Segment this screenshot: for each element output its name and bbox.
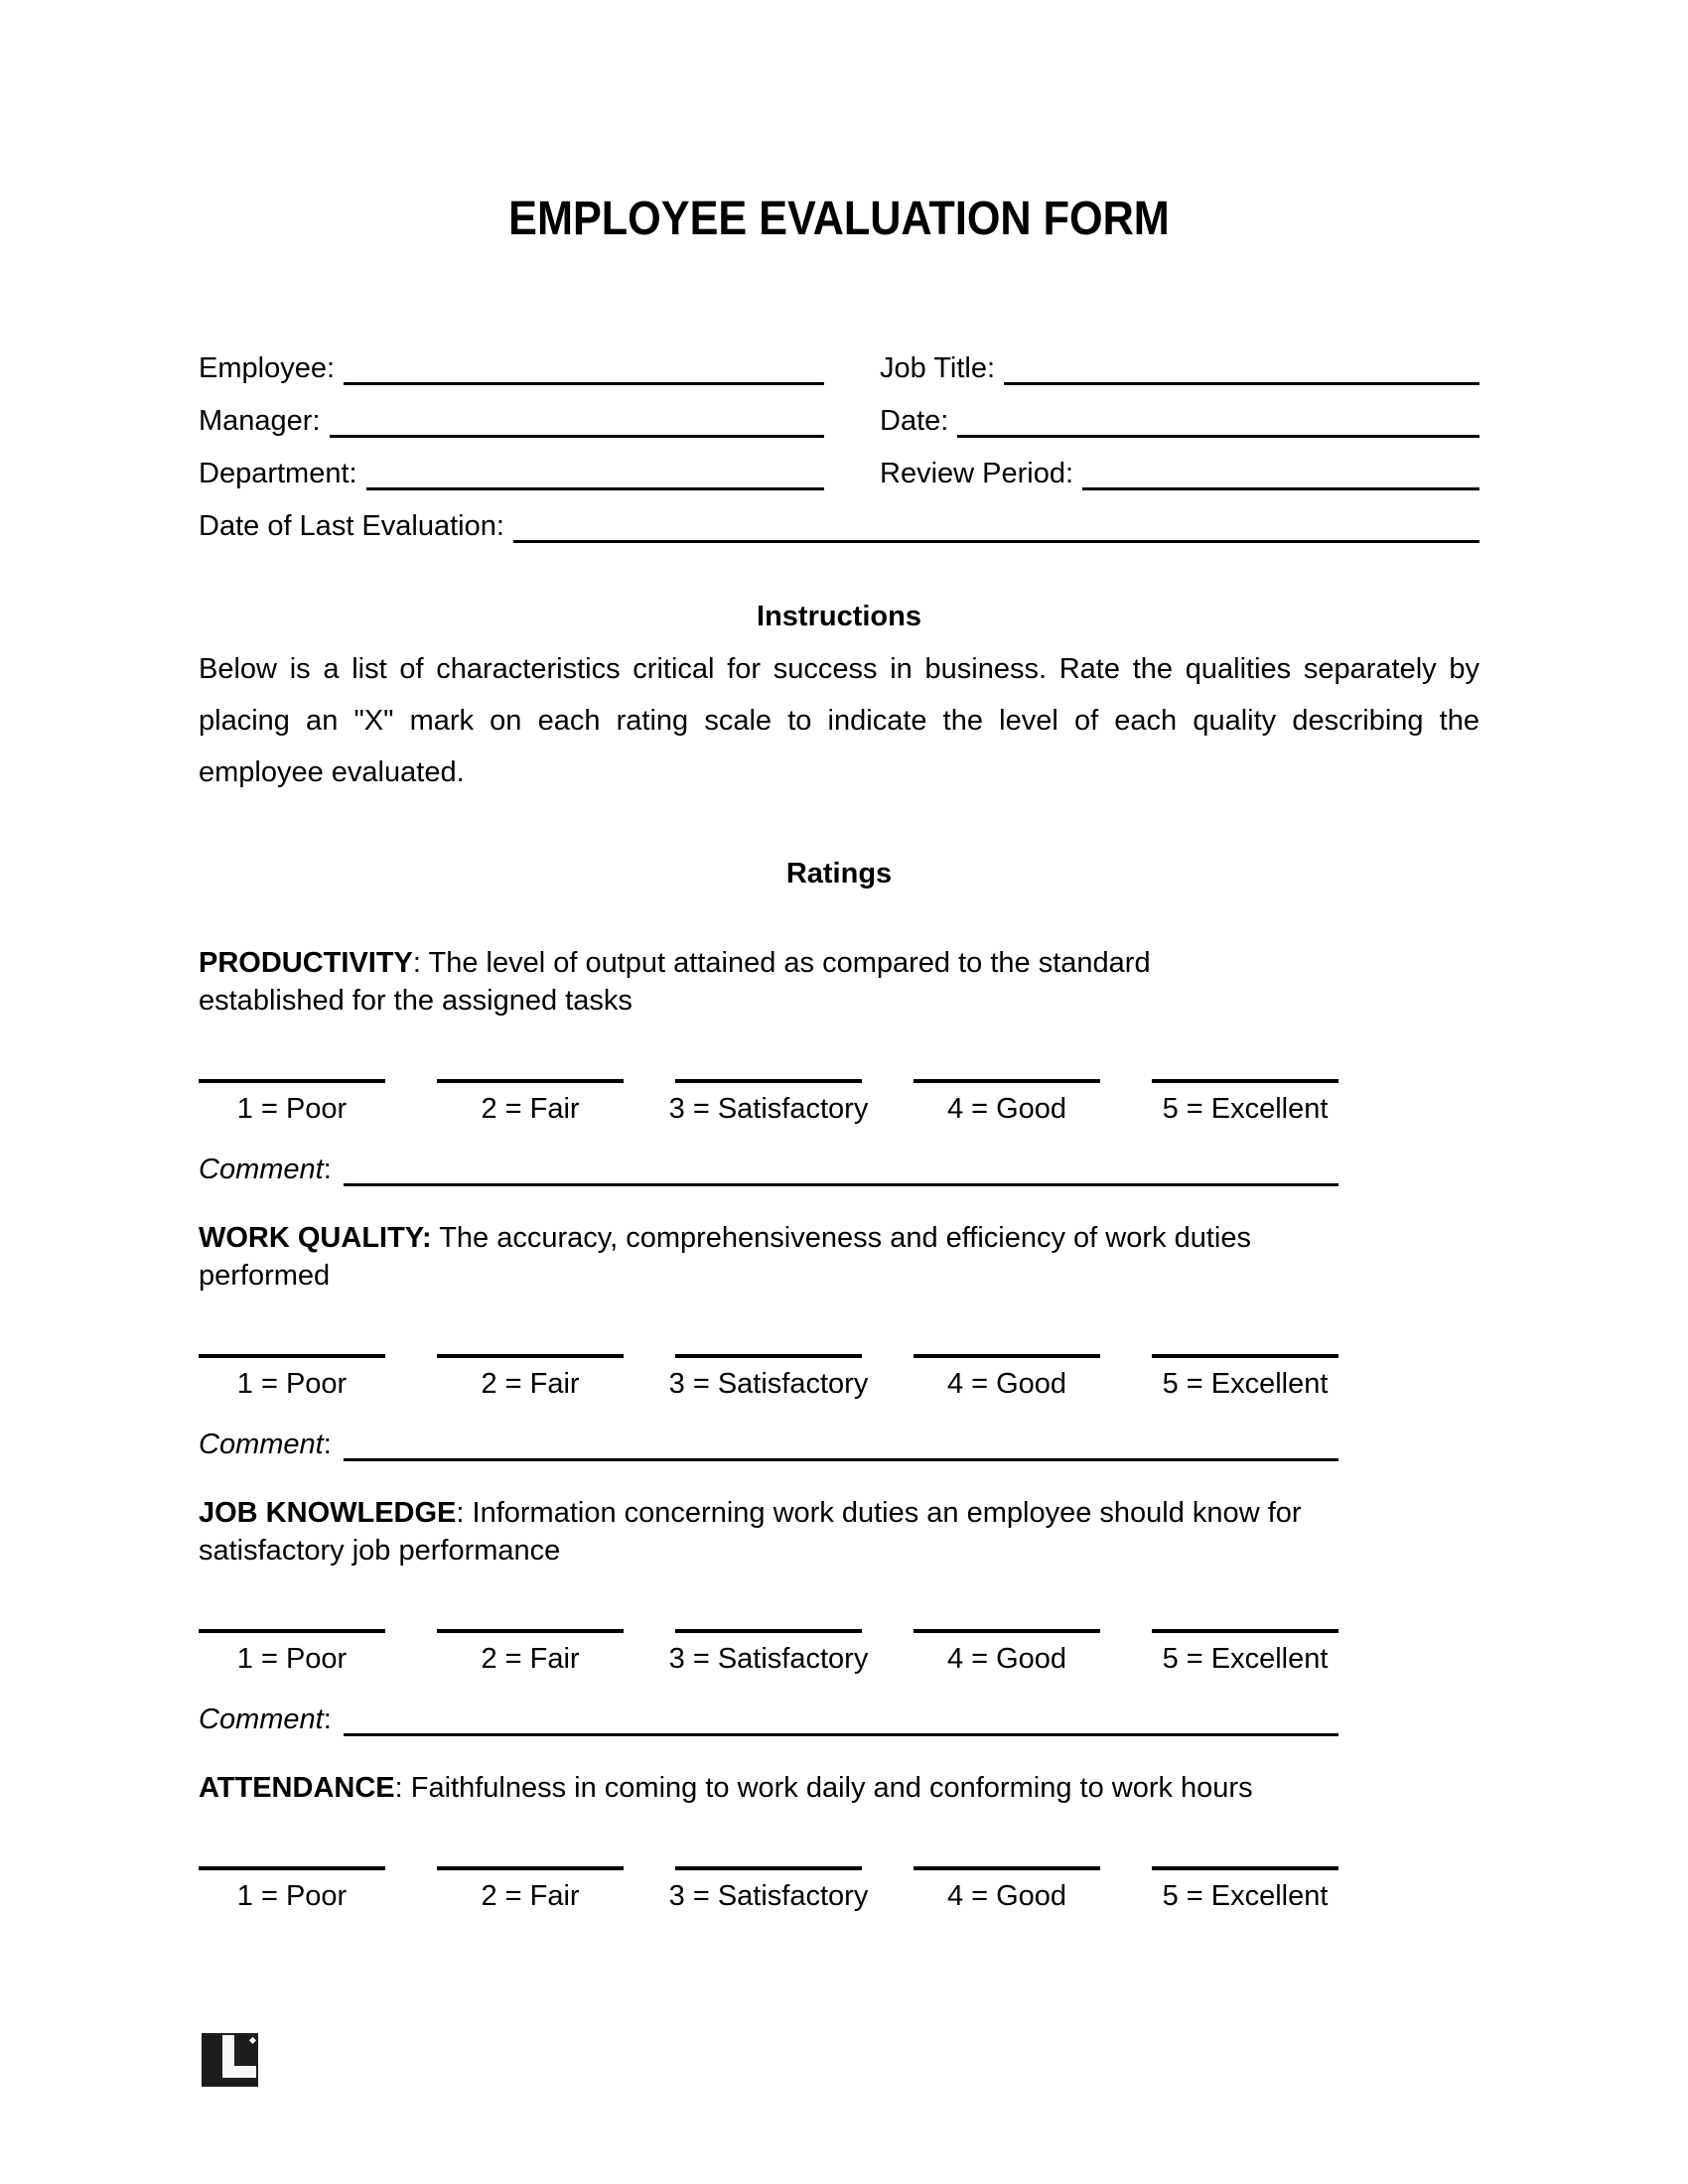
comment-label: Comment: [199, 1704, 324, 1735]
rating-option-label: 3 = Satisfactory: [668, 1368, 869, 1400]
date-input-line[interactable]: [957, 402, 1479, 438]
comment-input-line[interactable]: [344, 1426, 1338, 1461]
rating-scale: [199, 1629, 1338, 1679]
section-heading: [199, 944, 1479, 1020]
field-job-title: [880, 349, 1479, 388]
rating-option-5-excellent[interactable]: [1152, 1354, 1338, 1404]
section-description-line2: established for the assigned tasks: [199, 985, 633, 1017]
rating-option-3-satisfactory[interactable]: [668, 1354, 869, 1404]
rating-option-label: 2 = Fair: [481, 1643, 580, 1675]
job-title-label: Job Title:: [880, 352, 996, 384]
legal-templates-logo: [202, 2033, 258, 2087]
rating-option-label: 2 = Fair: [481, 1880, 580, 1912]
department-label: Department:: [199, 458, 357, 489]
rating-option-1-poor[interactable]: [199, 1079, 385, 1129]
rating-option-label: 4 = Good: [946, 1368, 1067, 1400]
comment-row: [199, 1426, 1338, 1464]
section-description-line2: performed: [199, 1260, 331, 1292]
comment-input-line[interactable]: [344, 1151, 1338, 1186]
rating-option-1-poor[interactable]: [199, 1629, 385, 1679]
rating-section-work-quality: [199, 1219, 1479, 1464]
rating-option-2-fair[interactable]: [437, 1354, 624, 1404]
last-evaluation-input-line[interactable]: [513, 507, 1479, 543]
rating-option-3-satisfactory[interactable]: [668, 1629, 869, 1679]
rating-option-label: 2 = Fair: [481, 1093, 580, 1125]
field-manager: [199, 402, 824, 441]
manager-label: Manager:: [199, 405, 321, 437]
date-label: Date:: [880, 405, 949, 437]
instructions-line: Below is a list of characteristics critical for success in business. Rate the qualities separately by: [199, 653, 1479, 685]
instructions-line: placing an "X" mark on each rating scale to indicate the level of each quality describing the: [199, 705, 1479, 737]
rating-option-3-satisfactory[interactable]: [668, 1866, 869, 1916]
rating-option-label: 2 = Fair: [481, 1368, 580, 1400]
manager-input-line[interactable]: [330, 402, 824, 438]
section-description-line2: satisfactory job performance: [199, 1535, 561, 1567]
rating-scale: [199, 1354, 1338, 1404]
last-evaluation-label: Date of Last Evaluation:: [199, 510, 504, 542]
rating-option-label: 1 = Poor: [236, 1093, 348, 1125]
rating-option-label: 1 = Poor: [236, 1880, 348, 1912]
rating-option-5-excellent[interactable]: [1152, 1079, 1338, 1129]
rating-option-4-good[interactable]: [914, 1629, 1100, 1679]
form-row: [199, 455, 1479, 493]
rating-scale: [199, 1079, 1338, 1129]
rating-option-1-poor[interactable]: [199, 1354, 385, 1404]
section-heading: [199, 1219, 1479, 1295]
field-employee: [199, 349, 824, 388]
job-title-input-line[interactable]: [1004, 349, 1479, 385]
rating-option-label: 4 = Good: [946, 1093, 1067, 1125]
review-period-input-line[interactable]: [1082, 455, 1479, 490]
section-heading: [199, 1769, 1479, 1807]
section-heading: [199, 1494, 1479, 1570]
rating-option-4-good[interactable]: [914, 1354, 1100, 1404]
comment-colon: :: [323, 1704, 332, 1735]
employee-input-line[interactable]: [344, 349, 824, 385]
rating-option-1-poor[interactable]: [199, 1866, 385, 1916]
form-row: [199, 402, 1479, 441]
rating-option-2-fair[interactable]: [437, 1866, 624, 1916]
rating-option-label: 1 = Poor: [236, 1643, 348, 1675]
comment-row: [199, 1701, 1338, 1739]
ratings-heading: Ratings: [785, 858, 893, 889]
logo-notch: [249, 2037, 256, 2044]
comment-colon: :: [323, 1429, 332, 1460]
rating-option-label: 3 = Satisfactory: [668, 1880, 869, 1912]
comment-row: [199, 1151, 1338, 1189]
instructions-heading: Instructions: [757, 601, 921, 632]
logo-l-mark-vertical: [222, 2035, 235, 2070]
section-name: WORK QUALITY:: [199, 1222, 432, 1254]
field-date: [880, 402, 1479, 441]
employee-label: Employee:: [199, 352, 336, 384]
rating-option-2-fair[interactable]: [437, 1079, 624, 1129]
rating-scale: [199, 1866, 1338, 1916]
section-name: ATTENDANCE: [199, 1772, 395, 1804]
employee-info-section: [199, 349, 1479, 546]
review-period-label: Review Period:: [880, 458, 1074, 489]
comment-input-line[interactable]: [344, 1701, 1338, 1736]
section-name: JOB KNOWLEDGE: [199, 1497, 457, 1529]
rating-option-label: 5 = Excellent: [1162, 1093, 1329, 1125]
section-name: PRODUCTIVITY: [199, 947, 413, 979]
rating-option-label: 4 = Good: [946, 1643, 1067, 1675]
department-input-line[interactable]: [366, 455, 824, 490]
rating-option-label: 5 = Excellent: [1162, 1368, 1329, 1400]
rating-section-attendance: [199, 1769, 1479, 1916]
field-review-period: [880, 455, 1479, 493]
rating-section-productivity: [199, 944, 1479, 1189]
comment-colon: :: [323, 1154, 332, 1185]
rating-option-label: 3 = Satisfactory: [668, 1643, 869, 1675]
form-row: [199, 349, 1479, 388]
instructions-line: employee evaluated.: [199, 756, 465, 788]
section-description: The accuracy, comprehensiveness and efficiency of work duties: [431, 1222, 1251, 1254]
section-description: : Information concerning work duties an employee should know for: [456, 1497, 1302, 1529]
rating-option-label: 5 = Excellent: [1162, 1643, 1329, 1675]
rating-option-label: 5 = Excellent: [1162, 1880, 1329, 1912]
field-department: [199, 455, 824, 493]
section-description: : The level of output attained as compared to the standard: [412, 947, 1151, 979]
logo-l-mark-horizontal: [222, 2066, 256, 2077]
rating-option-4-good[interactable]: [914, 1866, 1100, 1916]
rating-option-label: 4 = Good: [946, 1880, 1067, 1912]
rating-option-2-fair[interactable]: [437, 1629, 624, 1679]
rating-option-5-excellent[interactable]: [1152, 1866, 1338, 1916]
rating-section-job-knowledge: [199, 1494, 1479, 1739]
rating-option-label: 1 = Poor: [236, 1368, 348, 1400]
comment-label: Comment: [199, 1154, 324, 1185]
rating-option-5-excellent[interactable]: [1152, 1629, 1338, 1679]
rating-option-label: 3 = Satisfactory: [668, 1093, 869, 1125]
form-row: [199, 507, 1479, 546]
rating-option-3-satisfactory[interactable]: [668, 1079, 869, 1129]
field-last-evaluation: [199, 507, 1479, 546]
rating-option-4-good[interactable]: [914, 1079, 1100, 1129]
page-title: EMPLOYEE EVALUATION FORM: [508, 193, 1170, 245]
comment-label: Comment: [199, 1429, 324, 1460]
section-description: : Faithfulness in coming to work daily and conforming to work hours: [394, 1772, 1253, 1804]
instructions-paragraph: [199, 643, 1479, 798]
